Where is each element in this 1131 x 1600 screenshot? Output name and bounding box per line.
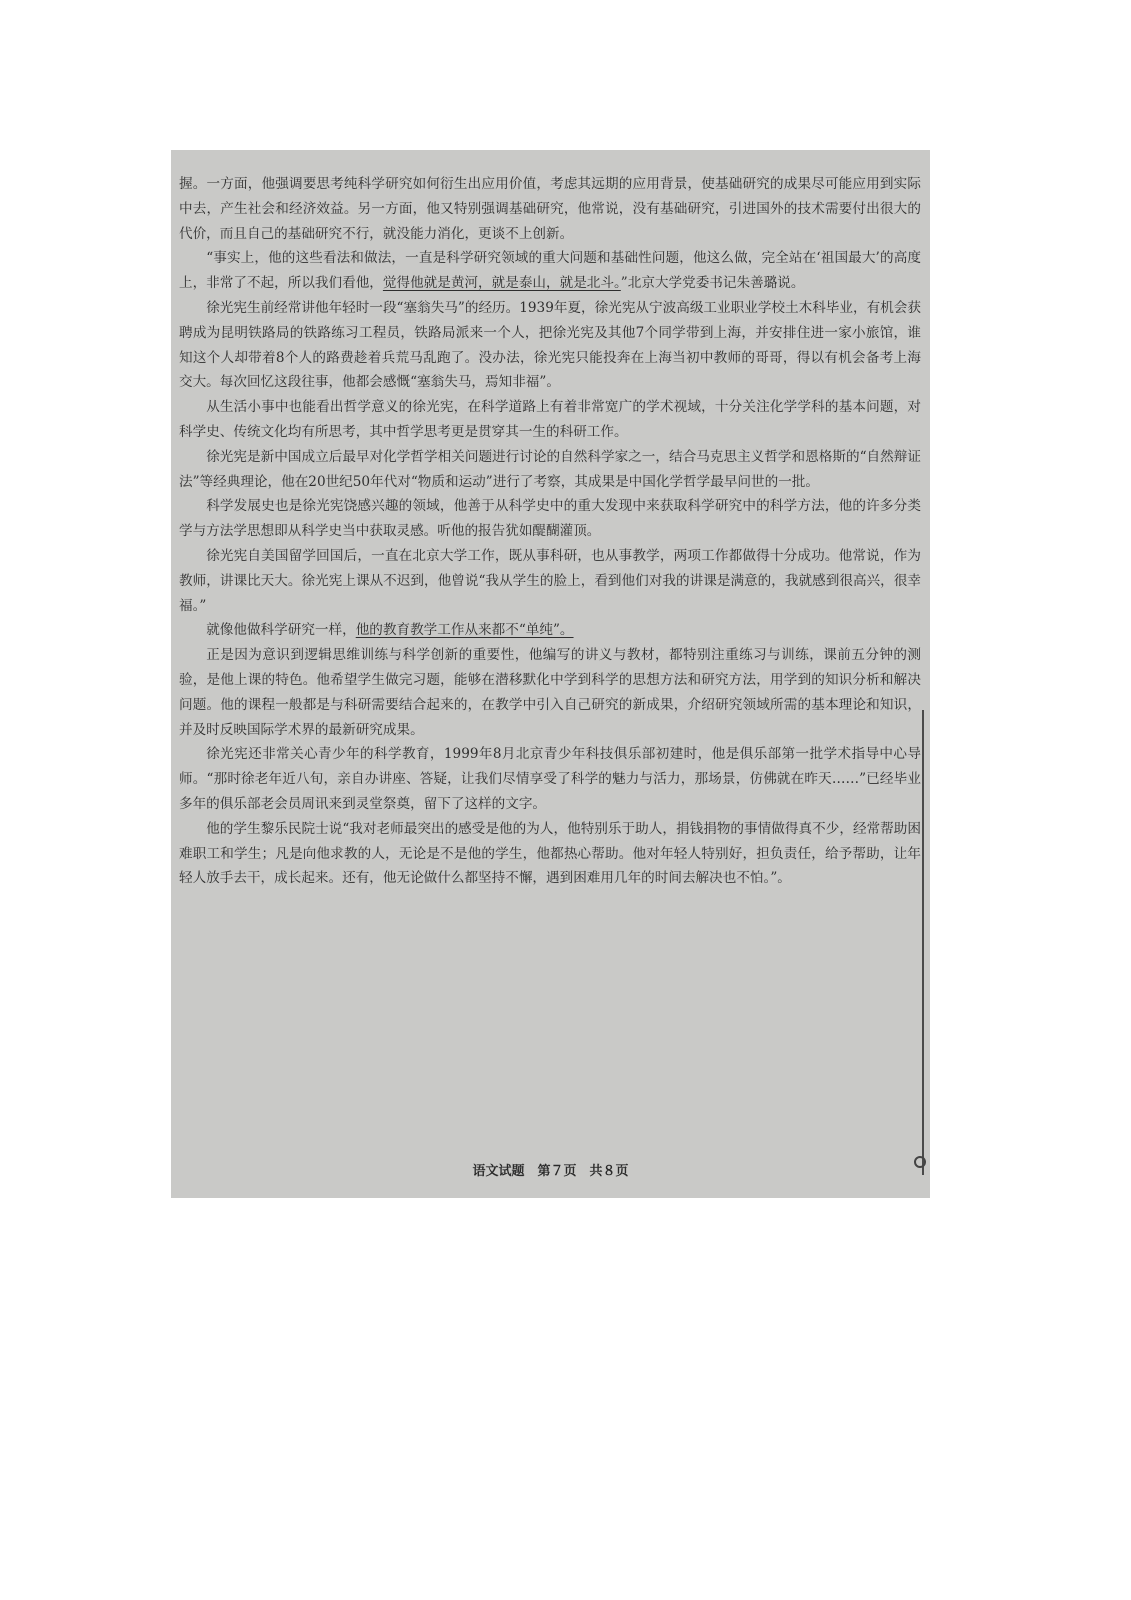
paragraph-9: 正是因为意识到逻辑思维训练与科学创新的重要性，他编写的讲义与教材，都特别注重练习与训练，课前五分钟的测验，是他上课的特色。他希望学生做完习题，能够在潜移默化中学到科学的思想方法和研究方法，用学到的知识分析和解决问题。他的课程一般都是与科研需要结合起来的，在教学中引入自己研究的新成果，介绍研究领域所需的基本理论和知识，并及时反映国际学术界的最新研究成果。 <box>179 647 921 738</box>
paragraph-2 <box>179 246 921 296</box>
binding-hole-icon <box>914 1156 926 1168</box>
paragraph-11: 他的学生黎乐民院士说“我对老师最突出的感受是他的为人，他特别乐于助人，捐钱捐物的事情做得真不少，经常帮助困难职工和学生；凡是向他求教的人，无论是不是他的学生，他都热心帮助。他对年轻人特别好，担负责任，给予帮助，让年轻人放手去干，成长起来。还有，他无论做什么都坚持不懈，遇到困难用几年的时间去解决也不怕。”。 <box>179 820 921 887</box>
page-footer: 语文试题 第７页 共８页 <box>472 1164 629 1179</box>
article-body <box>179 172 921 891</box>
paragraph-6: 科学发展史也是徐光宪饶感兴趣的领域，他善于从科学史中的重大发现中来获取科学研究中的科学方法，他的许多分类学与方法学思想即从科学史当中获取灵感。听他的报告犹如醍醐灌顶。 <box>179 498 921 540</box>
paragraph-7: 徐光宪自美国留学回国后，一直在北京大学工作，既从事科研，也从事教学，两项工作都做得十分成功。他常说，作为教师，讲课比天大。徐光宪上课从不迟到，他曾说“我从学生的脸上，看到他们对我的讲课是满意的，我就感到很高兴，很幸福。” <box>179 547 921 614</box>
paragraph-8-text: 就像他做科学研究一样， <box>206 622 356 639</box>
margin-line <box>922 710 924 1175</box>
paragraph-8-underlined-text: 他的教育教学工作从来都不“单纯”。 <box>355 622 574 639</box>
paragraph-1: 握。一方面，他强调要思考纯科学研究如何衍生出应用价值，考虑其远期的应用背景，使基础研究的成果尽可能应用到实际中去，产生社会和经济效益。另一方面，他又特别强调基础研究，他常说，没有基础研究，引进国外的技术需要付出很大的代价，而且自己的基础研究不行，就没能力消化，更谈不上创新。 <box>179 176 921 242</box>
paragraph-4: 从生活小事中也能看出哲学意义的徐光宪，在科学道路上有着非常宽广的学术视域，十分关注化学学科的基本问题，对科学史、传统文化均有所思考，其中哲学思考更是贯穿其一生的科研工作。 <box>179 399 921 440</box>
paragraph-10: 徐光宪还非常关心青少年的科学教育，1999年8月北京青少年科技俱乐部初建时，他是俱乐部第一批学术指导中心导师。“那时徐老年近八旬，亲自办讲座、答疑，让我们尽情享受了科学的魅力与活力，那场景，仿佛就在昨天……”已经毕业多年的俱乐部老会员周讯来到灵堂祭奠，留下了这样的文字。 <box>179 746 921 812</box>
paragraph-2-attribution: ”北京大学党委书记朱善璐说。 <box>620 275 805 292</box>
paragraph-2-text: “事实上，他的这些看法和做法，一直是科学研究领域的重大问题和基础性问题，他这么做，完全站在‘祖国最大’的高度上，非常了不起，所以我们看他， <box>179 250 921 292</box>
paragraph-8 <box>179 618 921 643</box>
paragraph-3: 徐光宪生前经常讲他年轻时一段“塞翁失马”的经历。1939年夏，徐光宪从宁波高级工业职业学校土木科毕业，有机会获聘成为昆明铁路局的铁路练习工程员，铁路局派来一个人，把徐光宪及其他7个同学带到上海，并安排住进一家小旅馆，谁知这个人却带着8个人的路费趁着兵荒马乱跑了。没办法，徐光宪只能投奔在上海当初中教师的哥哥，得以有机会备考上海交大。每次回忆这段往事，他都会感慨“塞翁失马，焉知非福”。 <box>179 299 921 391</box>
paragraph-2-underlined-text: 觉得他就是黄河，就是泰山，就是北斗。 <box>382 275 621 292</box>
scanned-page <box>171 150 930 1198</box>
paragraph-5: 徐光宪是新中国成立后最早对化学哲学相关问题进行讨论的自然科学家之一，结合马克思主义哲学和恩格斯的“自然辩证法”等经典理论，他在20世纪50年代对“物质和运动”进行了考察，其成果是中国化学哲学最早问世的一批。 <box>179 448 921 490</box>
